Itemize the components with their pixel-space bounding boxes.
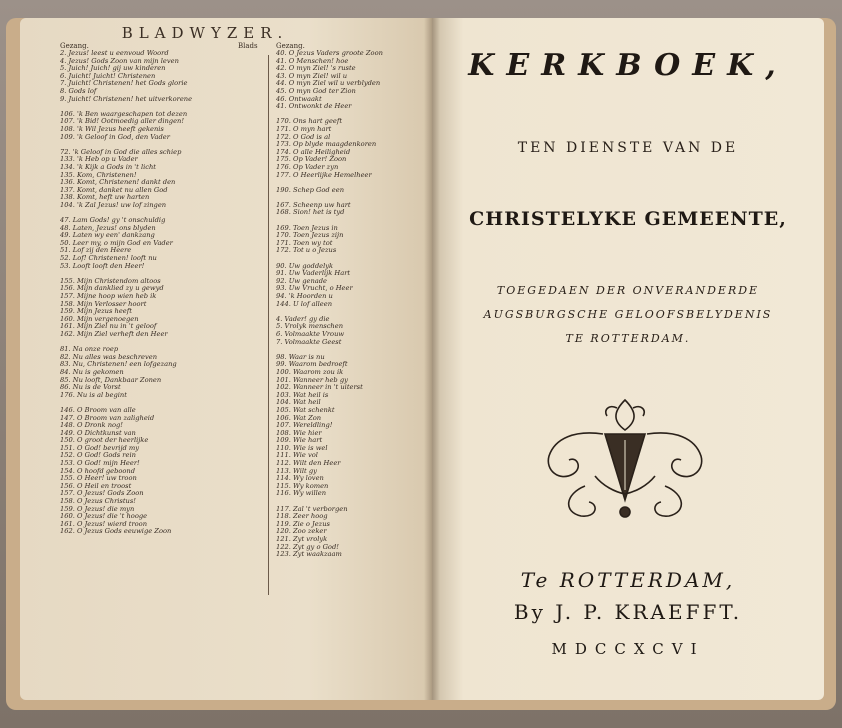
index-entry: 82. Nu alles was beschreven xyxy=(60,353,158,361)
index-entry: 93. Uw Vrucht, o Heer xyxy=(276,285,353,293)
index-entry: 42. O myn Ziel! 's ruste xyxy=(276,65,356,73)
index-entry xyxy=(276,498,406,506)
index-entry xyxy=(276,217,406,225)
book-title: KERKBOEK, xyxy=(468,48,788,83)
index-entry xyxy=(240,172,266,180)
index-entry xyxy=(240,232,266,240)
index-entry: 172. Tot u o Jezus xyxy=(276,247,337,255)
index-entry xyxy=(240,111,266,119)
index-entry: 171. O myn hart xyxy=(276,125,332,133)
index-entry xyxy=(240,369,266,377)
index-entry: 136. Komt, Christenen! dankt den xyxy=(60,179,176,187)
index-entry: 41. O Menschen! hoe xyxy=(276,57,349,65)
index-entry: 94. 'k Hoorden u xyxy=(276,293,333,300)
index-entry: 144. U lof alleen xyxy=(276,300,333,308)
index-column-pages xyxy=(240,50,266,544)
index-entry: 112. Wilt den Heer xyxy=(276,460,341,468)
index-entry: 45. O myn God ter Zion xyxy=(276,87,356,95)
index-entry xyxy=(240,490,266,498)
index-entry: 100. Waarom zou ik xyxy=(276,368,344,376)
index-entry: 153. O God! mijn Heer! xyxy=(60,460,140,468)
index-entry xyxy=(240,460,266,468)
index-entry: 161. Mijn Ziel nu in 't geloof xyxy=(60,323,157,331)
index-entry xyxy=(240,255,266,263)
index-entry xyxy=(240,407,266,415)
index-entry xyxy=(276,111,406,119)
index-entry: 157. O Jezus! Gods Zoon xyxy=(60,490,144,498)
index-entry: 123. Zyt waakzaam xyxy=(276,551,342,559)
index-entry xyxy=(240,96,266,104)
index-entry: 158. Mijn Verlosser hoort xyxy=(60,300,147,308)
imprint-year: MDCCXCVI xyxy=(551,640,705,658)
confession-line-1: TOEGEDAEN DER ONVERANDERDE xyxy=(496,284,760,297)
index-entry xyxy=(240,202,266,210)
index-entry xyxy=(240,225,266,233)
index-entry xyxy=(240,331,266,339)
index-entry xyxy=(276,308,406,316)
index-entry xyxy=(240,103,266,111)
index-entry: 159. O Jezus! die myn xyxy=(60,505,135,513)
index-entry: 115. Wy komen xyxy=(276,482,329,490)
index-entry xyxy=(276,255,406,263)
index-entry: 147. O Broom van zaligheid xyxy=(60,414,155,422)
index-entry xyxy=(60,339,238,347)
index-entry xyxy=(240,377,266,385)
index-entry xyxy=(240,209,266,217)
index-entry xyxy=(60,141,238,149)
index-entry: 149. O Dichtkunst van xyxy=(60,429,136,437)
index-column-left xyxy=(60,50,238,536)
index-entry: 160. O Jezus! die 't hooge xyxy=(60,513,148,521)
column-header-left: Gezang. xyxy=(60,42,89,50)
right-page xyxy=(432,18,824,700)
column-header-right: Gezang. xyxy=(276,42,305,50)
index-entry: 146. O Broom van alle xyxy=(60,406,136,414)
index-entry xyxy=(60,270,238,278)
index-entry xyxy=(240,468,266,476)
index-entry: 7. Volmaakte Geest xyxy=(276,338,342,346)
index-entry xyxy=(240,164,266,172)
index-entry xyxy=(240,430,266,438)
index-entry xyxy=(240,308,266,316)
index-entry: 122. Zyt gy o God! xyxy=(276,543,339,551)
index-entry xyxy=(240,293,266,301)
index-entry xyxy=(240,118,266,126)
index-entry xyxy=(240,88,266,96)
index-entry xyxy=(240,194,266,202)
index-entry xyxy=(240,528,266,536)
index-entry: 41. Ontwonkt de Heer xyxy=(276,103,352,111)
index-entry: 98. Waar is nu xyxy=(276,353,325,361)
index-entry: 111. Wie vol xyxy=(276,452,318,460)
index-entry: 109. Wie hart xyxy=(276,437,323,445)
index-entry: 110. Wie is wel xyxy=(276,444,328,452)
index-entry: 9. Juicht! Christenen! het uitverkorene xyxy=(60,95,193,103)
index-entry xyxy=(60,209,238,217)
index-entry xyxy=(240,437,266,445)
index-entry: 156. Mijn danklied zy u gewyd xyxy=(60,285,164,293)
index-entry: 116. Wy willen xyxy=(276,490,327,498)
index-entry: 106. Wat Zon xyxy=(276,414,322,422)
index-entry xyxy=(240,536,266,544)
index-entry xyxy=(240,415,266,423)
index-entry: 160. Mijn vergenoegen xyxy=(60,315,139,323)
index-entry xyxy=(240,126,266,134)
column-header-mid: Blads xyxy=(238,42,258,50)
imprint-place: Te ROTTERDAM, xyxy=(520,568,736,592)
index-entry: 4. Jezus! Gods Zoon van mijn leven xyxy=(60,57,179,65)
index-entry: 106. 'k Ben waargeschapen tot dezen xyxy=(60,110,188,118)
index-entry: 90. Uw goddelyk xyxy=(276,262,334,270)
index-entry xyxy=(240,346,266,354)
index-entry: 72. 'k Geloof in God die alles schiep xyxy=(60,148,182,156)
index-entry xyxy=(240,361,266,369)
index-entry: 137. Komt, danket nu allen God xyxy=(60,186,168,194)
index-entry: 86. Nu is de Vorst xyxy=(60,384,121,392)
index-entry: 8. Gods lof xyxy=(60,87,97,95)
index-entry: 162. O Jezus Gods eeuwige Zoon xyxy=(60,528,172,536)
index-entry: 171. Toen wy tot xyxy=(276,239,333,247)
index-entry: 133. 'k Heb op u Vader xyxy=(60,156,138,164)
index-entry: 5. Juich! Juich! gij uw kinderen xyxy=(60,65,166,73)
index-entry xyxy=(276,194,406,202)
index-entry: 172. O God is al xyxy=(276,133,331,141)
index-entry: 177. O Heerlijke Hemelheer xyxy=(276,171,372,179)
index-entry xyxy=(240,240,266,248)
index-entry: 47. Lam Gods! gy 't onschuldig xyxy=(60,217,166,225)
index-entry: 170. Ons hart geeft xyxy=(276,118,343,126)
index-entry xyxy=(240,506,266,514)
index-entry: 169. Toen Jezus in xyxy=(276,224,338,232)
index-entry xyxy=(276,346,406,354)
index-entry xyxy=(240,285,266,293)
index-entry: 102. Wanneer in 't uiterst xyxy=(276,384,363,392)
index-entry: 167. Scheenp uw hart xyxy=(276,201,351,209)
index-entry: 49. Laten wy een' dankzang xyxy=(60,232,155,240)
index-entry: 174. O alle Heiligheid xyxy=(276,148,351,156)
index-entry xyxy=(240,263,266,271)
index-entry: 104. Wat heil xyxy=(276,399,321,407)
index-entry: 107. Wereldling! xyxy=(276,422,333,430)
index-entry: 104. 'k Zal Jezus! uw lof zingen xyxy=(60,201,167,209)
column-divider xyxy=(268,55,269,595)
index-entry: 135. Kom, Christenen! xyxy=(60,171,137,179)
index-entry: 134. 'k Kijk a Gods in 't licht xyxy=(60,163,156,171)
index-entry: 155. O Heer! uw troon xyxy=(60,475,137,483)
index-entry: 40. O Jezus Vaders groote Zoon xyxy=(276,50,383,57)
index-entry xyxy=(240,498,266,506)
index-entry: 117. Zal 't verborgen xyxy=(276,505,348,513)
index-entry: 81. Na onze roep xyxy=(60,346,119,354)
ornament-vignette-icon xyxy=(525,390,725,530)
index-entry: 108. Wie hier xyxy=(276,429,322,437)
index-entry: 101. Wanneer heb gy xyxy=(276,376,348,384)
index-entry: 148. O Dronk nog! xyxy=(60,422,123,430)
index-entry: 161. O Jezus! wierd troon xyxy=(60,520,148,528)
index-entry: 156. O Heil en troost xyxy=(60,482,132,490)
index-entry: 190. Schep God een xyxy=(276,186,345,194)
index-entry: 173. Op blyde maagdenkoren xyxy=(276,141,377,149)
index-entry xyxy=(240,422,266,430)
index-entry xyxy=(240,513,266,521)
confession-line-2: AUGSBURGSCHE GELOOFSBELYDENIS xyxy=(483,308,773,321)
index-entry: 118. Zeer hoog xyxy=(276,513,328,521)
index-entry xyxy=(240,392,266,400)
index-entry: 43. O myn Ziel! wil u xyxy=(276,72,348,80)
index-entry: 107. 'k Bid! Ootmoedig aller dingen! xyxy=(60,118,185,126)
index-heading: BLADWYZER. xyxy=(121,24,289,42)
index-entry: 50. Leer my, o mijn God en Vader xyxy=(60,239,173,247)
index-entry: 84. Nu is gekomen xyxy=(60,368,124,376)
index-entry xyxy=(240,278,266,286)
index-entry xyxy=(276,179,406,187)
index-entry: 120. Zoo zeker xyxy=(276,528,327,536)
index-entry xyxy=(240,323,266,331)
index-entry: 5. Vrolyk menschen xyxy=(276,323,344,331)
index-entry: 53. Looft looft den Heer! xyxy=(60,262,145,270)
index-entry xyxy=(60,103,238,111)
confession-line-3: TE ROTTERDAM. xyxy=(565,332,691,345)
index-entry xyxy=(240,50,266,58)
title-subtitle: TEN DIENSTE VAN DE xyxy=(517,140,739,156)
index-entry xyxy=(240,149,266,157)
index-entry xyxy=(240,156,266,164)
index-entry: 113. Wilt gy xyxy=(276,467,317,475)
index-entry: 92. Uw genade xyxy=(276,277,328,285)
index-entry xyxy=(240,339,266,347)
index-entry: 159. Mijn Jezus heeft xyxy=(60,308,132,316)
index-entry xyxy=(240,141,266,149)
index-entry: 158. O Jezus Christus! xyxy=(60,498,136,506)
index-entry: 119. Zie o Jezus xyxy=(276,520,330,528)
index-entry: 176. Nu is al begint xyxy=(60,391,127,399)
index-entry: 6. Volmaakte Vrouw xyxy=(276,330,345,338)
index-entry xyxy=(240,65,266,73)
index-entry: 99. Waarom bedroeft xyxy=(276,361,348,369)
index-entry xyxy=(240,399,266,407)
index-entry xyxy=(240,134,266,142)
index-entry: 138. Komt, heft uw harten xyxy=(60,194,150,202)
book-gutter xyxy=(424,18,440,700)
index-entry: 2. Jezus! leest u eenvoud Woord xyxy=(60,50,169,57)
index-entry: 91. Uw Vaderlijk Hart xyxy=(276,270,351,278)
index-entry: 52. Lof! Christenen! looft nu xyxy=(60,255,157,263)
index-entry: 4. Vader! gy die xyxy=(276,315,330,323)
index-entry xyxy=(240,179,266,187)
index-entry: 154. O hoofd geboond xyxy=(60,467,136,475)
imprint-printer: By J. P. KRAEFFT. xyxy=(513,600,743,624)
index-entry: 103. Wat heil is xyxy=(276,391,329,399)
index-entry: 48. Laten, Jezus! ons blyden xyxy=(60,224,156,232)
index-entry: 51. Lof zij den Heere xyxy=(60,247,132,255)
index-entry xyxy=(240,384,266,392)
index-entry: 176. Op Vader zyn xyxy=(276,163,339,171)
index-entry xyxy=(240,452,266,460)
index-entry: 44. O myn Ziel wil u verblyden xyxy=(276,80,381,88)
index-entry: 46. Ontwaakt xyxy=(276,95,322,103)
index-entry xyxy=(240,73,266,81)
index-entry: 85. Nu looft, Dankbaar Zonen xyxy=(60,376,162,384)
index-entry: 108. 'k Wil Jezus heeft gekenis xyxy=(60,125,164,133)
index-entry xyxy=(240,301,266,309)
index-entry xyxy=(240,475,266,483)
index-entry: 155. Mijn Christendom altoos xyxy=(60,277,161,285)
index-entry: 157. Mijne hoop wien heb ik xyxy=(60,293,157,300)
index-entry: 151. O God! bevrijd my xyxy=(60,444,140,452)
index-entry: 162. Mijn Ziel verheft den Heer xyxy=(60,330,168,338)
index-entry: 109. 'k Geloof in God, den Vader xyxy=(60,133,170,141)
index-entry: 175. Op Vader! Zoon xyxy=(276,156,347,164)
index-entry xyxy=(240,521,266,529)
index-entry: 7. Juicht! Christenen! het Gods glorie xyxy=(60,80,188,88)
index-entry xyxy=(240,354,266,362)
index-entry xyxy=(240,217,266,225)
congregation-name: CHRISTELYKE GEMEENTE, xyxy=(469,208,787,230)
index-entry xyxy=(240,483,266,491)
index-entry xyxy=(240,58,266,66)
index-entry: 83. Nu, Christenen! een lofgezang xyxy=(60,361,177,369)
index-entry xyxy=(240,316,266,324)
index-column-right xyxy=(276,50,406,559)
index-entry: 168. Sion! het is tyd xyxy=(276,209,345,217)
index-entry: 105. Wat schenkt xyxy=(276,406,335,414)
index-entry xyxy=(240,445,266,453)
index-entry xyxy=(240,80,266,88)
index-entry: 114. Wy loven xyxy=(276,475,324,483)
index-entry: 6. Juicht! Juicht! Christenen xyxy=(60,72,156,80)
index-entry xyxy=(240,247,266,255)
index-entry: 152. O God! Gods rein xyxy=(60,452,136,460)
index-entry: 121. Zyt vrolyk xyxy=(276,536,328,543)
index-entry xyxy=(240,187,266,195)
index-entry: 170. Toen Jezus zijn xyxy=(276,232,344,240)
index-entry xyxy=(60,399,238,407)
index-entry xyxy=(240,270,266,278)
index-entry: 150. O groot der heerlijke xyxy=(60,437,149,445)
